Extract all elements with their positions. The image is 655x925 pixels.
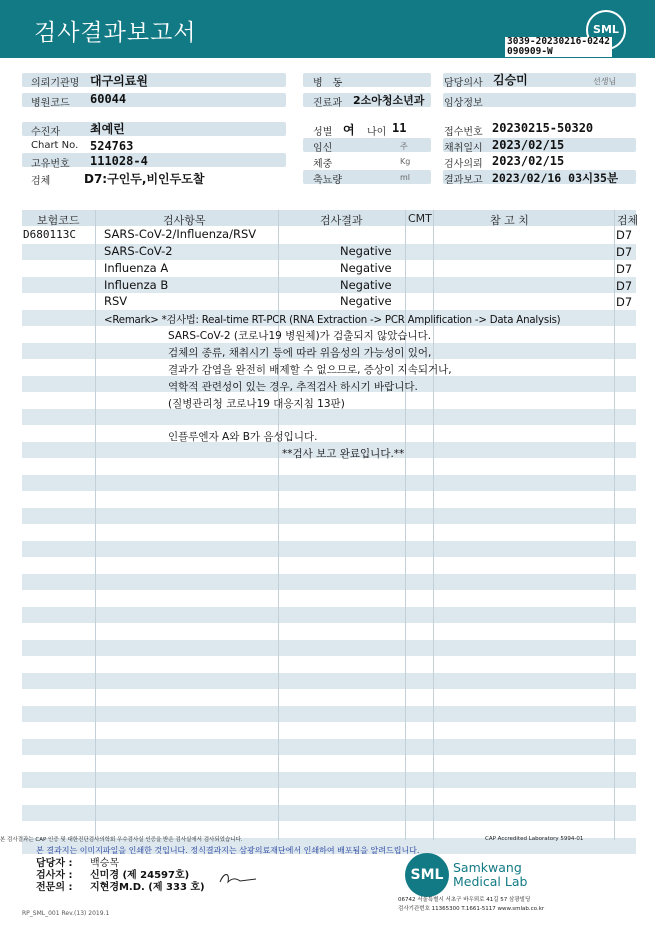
remark-note: 결과가 감염을 완전히 배제할 수 없으므로, 증상이 지속되거나, (168, 364, 452, 376)
cap-accreditation: CAP Accredited Laboratory 5994-01 (485, 836, 584, 842)
uid-label: 고유번호 (31, 159, 70, 170)
specialist-label: 전문의 : (36, 882, 73, 893)
institution-value: 대구의료원 (90, 74, 148, 88)
collect-value: 2023/02/15 (492, 138, 565, 152)
col-header-specimen: 검체 (617, 214, 639, 227)
table-stripe (22, 772, 636, 788)
print-notice: 본 결과지는 이미지파일을 인쇄한 것입니다. 정식결과지는 삼광의료재단에서 인쇄하여 배포됨을 알려드립니다. (36, 846, 420, 855)
col-header-code: 보험코드 (37, 214, 80, 227)
lab-address: 06742 서울특별시 서초구 바우뫼로 41길 57 삼광빌딩 (398, 897, 531, 903)
col-divider (614, 210, 615, 840)
col-divider (95, 210, 96, 840)
test-result: Negative (340, 294, 392, 308)
col-divider (405, 210, 406, 840)
chart-no-label: Chart No. (31, 140, 79, 151)
report-complete-note: **검사 보고 완료입니다.** (282, 448, 405, 460)
test-item: Influenza B (104, 278, 169, 292)
uid-value: 111028-4 (90, 154, 148, 168)
col-header-cmt: CMT (408, 212, 432, 225)
hospital-code-label: 병원코드 (31, 98, 70, 109)
age-label: 나이 (367, 127, 387, 138)
table-stripe (22, 739, 636, 755)
specimen-code: D7 (616, 228, 633, 242)
col-divider (433, 210, 434, 840)
col-divider (278, 210, 279, 840)
age-value: 11 (392, 121, 407, 135)
doctor-suffix: 선생님 (593, 77, 617, 86)
specimen-code: D7 (616, 262, 633, 276)
request-value: 2023/02/15 (492, 154, 565, 168)
request-label: 검사의뢰 (444, 159, 483, 170)
test-item: SARS-CoV-2 (104, 244, 173, 258)
dept-label: 진료과 (313, 98, 342, 109)
patient-label: 수진자 (31, 127, 60, 138)
collect-label: 채취일시 (444, 143, 483, 154)
remark-note: SARS-CoV-2 (코로나19 병원체)가 검출되지 않았습니다. (168, 330, 432, 342)
pregnancy-unit: 주 (400, 142, 408, 151)
tester-label: 검사자 : (36, 870, 73, 881)
weight-label: 체중 (313, 159, 333, 170)
test-item: Influenza A (104, 261, 169, 275)
urine-label: 축뇨량 (313, 175, 342, 186)
table-stripe (22, 574, 636, 590)
tester-value: 신미경 (제 24597호) (90, 870, 190, 881)
table-stripe (22, 607, 636, 623)
test-item: RSV (104, 294, 128, 308)
result-label: 결과보고 (444, 175, 483, 186)
remark-note: 역학적 관련성이 있는 경우, 추적검사 하시기 바랍니다. (168, 381, 418, 393)
table-stripe (22, 805, 636, 821)
col-header-reference: 참 고 치 (490, 214, 529, 227)
test-result: Negative (340, 261, 392, 275)
test-result: Negative (340, 278, 392, 292)
pregnancy-label: 임신 (313, 143, 333, 154)
col-header-item: 검사항목 (163, 214, 206, 227)
hospital-code-value: 60044 (90, 92, 127, 106)
remark-method: <Remark> *검사법: Real-time RT-PCR (RNA Extraction -> PCR Amplification -> Data Analysis) (104, 315, 561, 326)
remark-note: 인플루엔자 A와 B가 음성입니다. (168, 431, 318, 443)
institution-label: 의뢰기관명 (31, 78, 80, 89)
table-stripe (22, 640, 636, 656)
table-stripe (22, 673, 636, 689)
remark-note: 검체의 종류, 채취시기 등에 따라 위음성의 가능성이 있어, (168, 347, 432, 359)
sex-value: 여 (343, 123, 355, 137)
form-code: RP_SML_001 Rev.(13) 2019.1 (22, 910, 110, 917)
specimen-code: D7 (616, 279, 633, 293)
accreditation-note: 본 검사결과는 CAP 인증 및 대한진단검사의학회 우수검사실 인증을 받은 검사실에서 검사되었습니다. (0, 837, 243, 843)
urine-unit: ml (400, 173, 411, 182)
specimen-label: 검체 (31, 176, 51, 187)
sml-logo-icon: SML (586, 10, 626, 50)
specialist-value: 지현경M.D. (제 333 호) (90, 882, 205, 893)
doctor-value: 김승미 (493, 73, 528, 87)
receipt-value: 20230215-50320 (492, 121, 594, 135)
lab-name: Samkwang Medical Lab (453, 860, 528, 889)
specimen-code: D7 (616, 295, 633, 309)
patient-value: 최예린 (90, 122, 125, 136)
remark-note: (질병관리청 코로나19 대응지침 13판) (168, 398, 345, 410)
reporter-value: 백승목 (90, 858, 119, 869)
info-row-patient (22, 122, 286, 136)
lab-contact: 검사기관번호 11365300 T.1661-5117 www.smlab.co.kr (398, 906, 545, 912)
signature-mark (218, 870, 258, 886)
insurance-code: D680113C (23, 228, 76, 241)
table-stripe (22, 475, 636, 491)
result-value: 2023/02/16 03시35분 (492, 171, 619, 185)
document-number: 3039-20230216-0242 090909-W (507, 36, 610, 57)
test-result: Negative (340, 244, 392, 258)
clinical-label: 임상정보 (444, 98, 483, 109)
report-title: 검사결과보고서 (34, 20, 197, 46)
table-stripe (22, 706, 636, 722)
table-stripe (22, 541, 636, 557)
table-stripe (22, 508, 636, 524)
receipt-label: 접수번호 (444, 127, 483, 138)
specimen-code: D7 (616, 245, 633, 259)
col-header-result: 검사결과 (320, 214, 363, 227)
weight-unit: Kg (400, 157, 411, 166)
reporter-label: 담당자 : (36, 858, 73, 869)
doctor-label: 담당의사 (444, 78, 483, 89)
dept-value: 2소아청소년과 (353, 94, 425, 107)
table-stripe (22, 409, 636, 425)
sml-footer-logo-icon: SML (405, 853, 449, 897)
ward-label: 병 동 (313, 78, 343, 89)
sex-label: 성별 (313, 127, 333, 138)
test-item: SARS-CoV-2/Influenza/RSV (104, 227, 257, 241)
chart-no-value: 524763 (90, 139, 134, 153)
specimen-value: D7:구인두,비인두도찰 (84, 172, 205, 186)
